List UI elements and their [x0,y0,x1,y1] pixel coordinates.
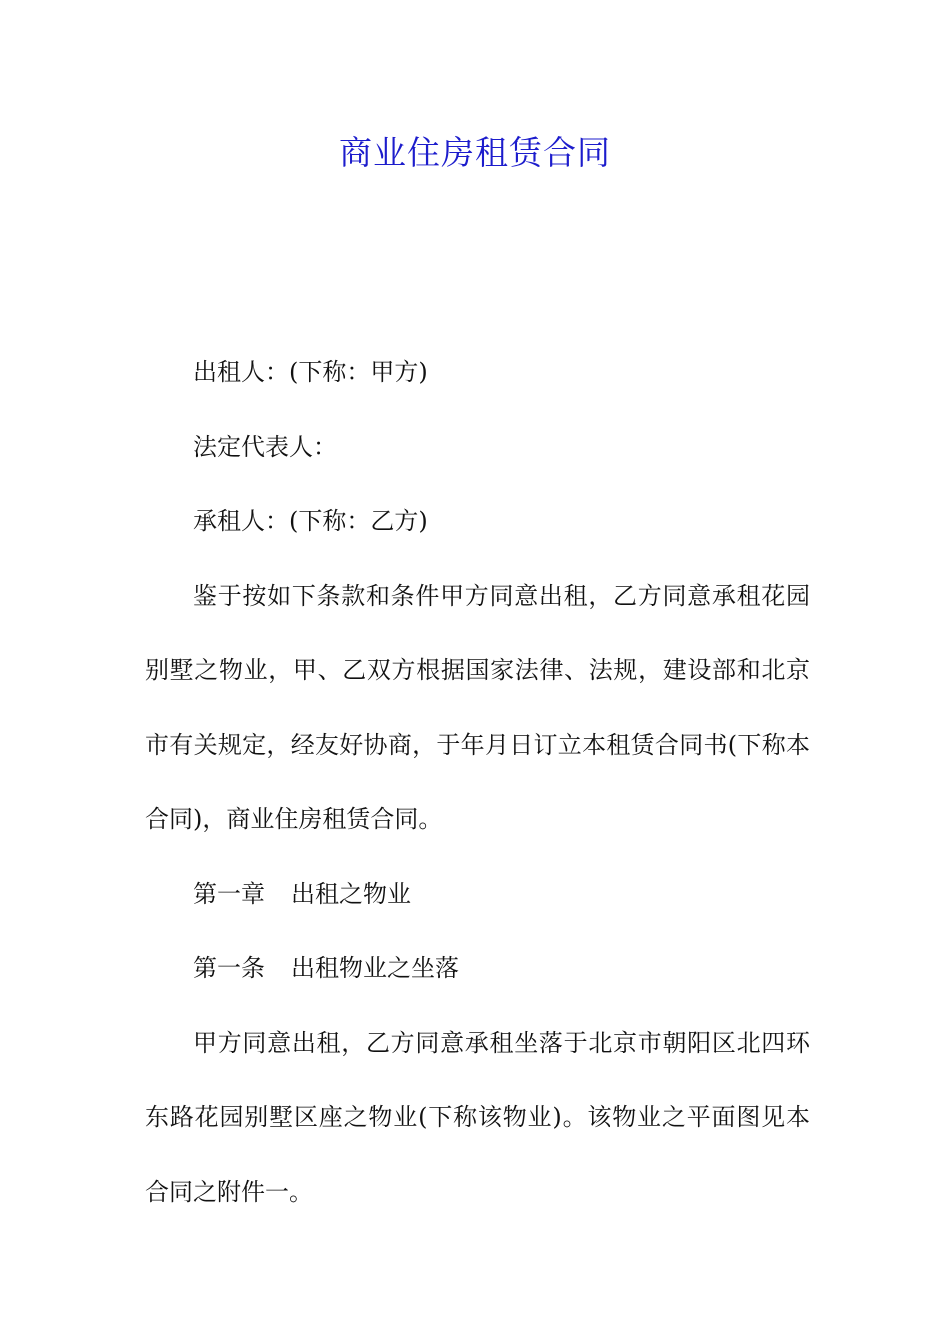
paragraph-legal-representative: 法定代表人： [193,432,337,461]
document-title: 商业住房租赁合同 [339,133,611,172]
paragraph-preamble: 鉴于按如下条款和条件甲方同意出租，乙方同意承租花园别墅之物业，甲、乙双方根据国家法律、法规，建设部和北京市有关规定，经友好协商，于年月日订立本租赁合同书(下称本合同)，商业住房租赁合同。 [145,581,810,833]
chapter-label: 第一章 [193,879,265,908]
article-heading [145,931,810,1006]
chapter-heading [145,857,810,932]
document-body [145,335,810,1229]
article-label: 第一条 [193,954,265,982]
article-title: 出租物业之坐落 [291,954,459,982]
paragraph-lessee: 承租人：(下称：乙方) [193,507,428,535]
chapter-title: 出租之物业 [291,879,411,908]
paragraph-lessor: 出租人：(下称：甲方) [193,358,428,386]
paragraph-property-location: 甲方同意出租，乙方同意承租坐落于北京市朝阳区北四环东路花园别墅区座之物业(下称该物业)。该物业之平面图见本合同之附件一。 [145,1028,810,1206]
